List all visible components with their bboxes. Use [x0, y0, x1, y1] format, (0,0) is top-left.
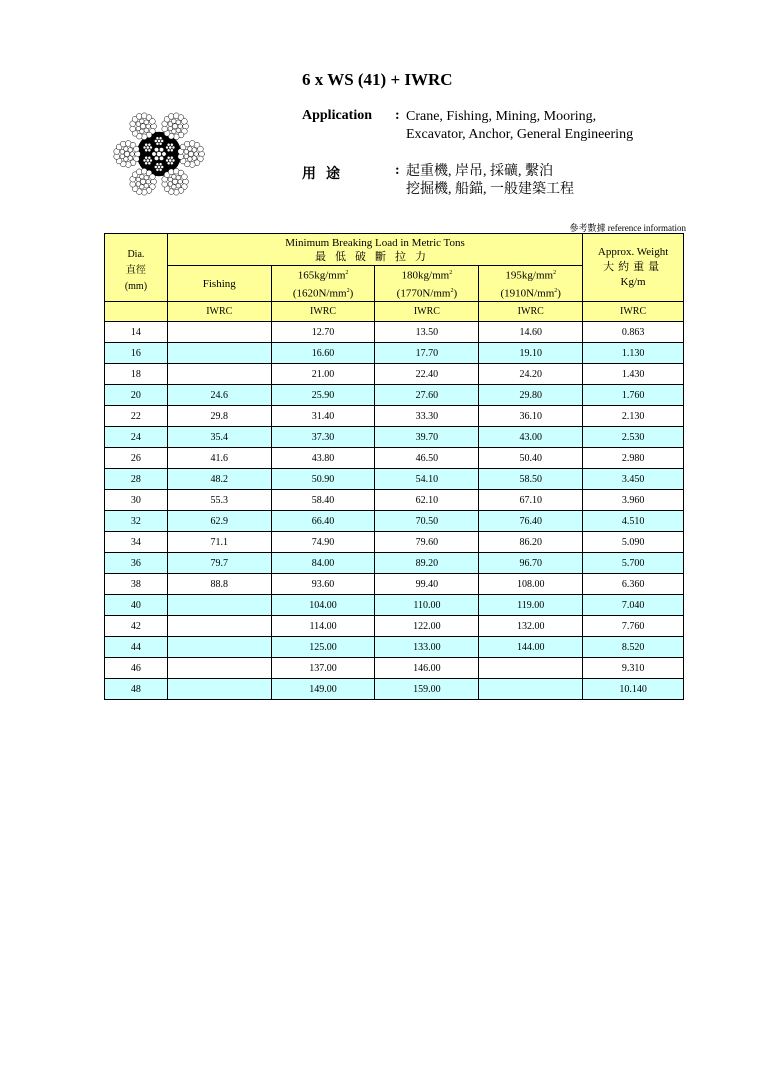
cell-fishing: 62.9 — [167, 511, 271, 532]
mbl-header-cn: 最低破斷拉力 — [315, 250, 435, 263]
cell-g180: 133.00 — [375, 637, 479, 658]
cell-g195: 132.00 — [479, 616, 583, 637]
cell-g180: 54.10 — [375, 469, 479, 490]
table-row — [105, 364, 684, 385]
table-row — [105, 469, 684, 490]
core-label-weight: IWRC — [583, 302, 684, 322]
cell-weight: 10.140 — [583, 679, 684, 700]
cell-g195: 119.00 — [479, 595, 583, 616]
cell-dia: 38 — [105, 574, 168, 595]
cell-g195: 50.40 — [479, 448, 583, 469]
grade-165-line2: (1620N/mm — [292, 287, 347, 300]
application-label: Application — [302, 108, 373, 123]
cell-dia: 32 — [105, 511, 168, 532]
cell-fishing: 71.1 — [167, 532, 271, 553]
table-row — [105, 616, 684, 637]
grade-180-line2: (1770N/mm — [396, 287, 451, 300]
cell-fishing — [167, 658, 271, 679]
table-row — [105, 532, 684, 553]
cell-fishing — [167, 637, 271, 658]
cell-g195: 108.00 — [479, 574, 583, 595]
core-label-fishing: IWRC — [167, 302, 271, 322]
grade-165-header: $165kg/mm^2$ $(1620N/mm^2)$ — [271, 266, 375, 302]
cell-dia: 18 — [105, 364, 168, 385]
cell-dia: 28 — [105, 469, 168, 490]
cell-g165: 43.80 — [271, 448, 375, 469]
grade-180-header: $180kg/mm^2$ $(1770N/mm^2)$ — [375, 266, 479, 302]
core-label-165: IWRC — [271, 302, 375, 322]
table-row — [105, 679, 684, 700]
cell-g165: 58.40 — [271, 490, 375, 511]
grade-180-close: ) — [453, 287, 458, 300]
cell-g165: 25.90 — [271, 385, 375, 406]
weight-header — [583, 234, 684, 302]
cell-g195: 76.40 — [479, 511, 583, 532]
cell-weight: 0.863 — [583, 322, 684, 343]
core-label-180: IWRC — [375, 302, 479, 322]
cell-weight: 1.760 — [583, 385, 684, 406]
cell-g180: 39.70 — [375, 427, 479, 448]
cell-dia: 30 — [105, 490, 168, 511]
cell-dia: 24 — [105, 427, 168, 448]
cell-weight: 3.960 — [583, 490, 684, 511]
cell-fishing: 41.6 — [167, 448, 271, 469]
application-text — [406, 108, 633, 144]
cell-g195: 14.60 — [479, 322, 583, 343]
table-row — [105, 637, 684, 658]
cell-fishing — [167, 679, 271, 700]
cell-g195 — [479, 658, 583, 679]
core-label-195: IWRC — [479, 302, 583, 322]
cell-g195: 144.00 — [479, 637, 583, 658]
cell-g165: 66.40 — [271, 511, 375, 532]
cell-g165: 104.00 — [271, 595, 375, 616]
cell-g180: 99.40 — [375, 574, 479, 595]
dia-header-en: Dia. — [127, 248, 145, 260]
cell-g180: 17.70 — [375, 343, 479, 364]
use-line-2: 挖掘機, 船錨, 一般建築工程 — [406, 182, 574, 197]
fishing-header: Fishing — [167, 266, 271, 302]
cell-dia: 20 — [105, 385, 168, 406]
table-row — [105, 553, 684, 574]
cell-g165: 74.90 — [271, 532, 375, 553]
cell-fishing: 24.6 — [167, 385, 271, 406]
table-row — [105, 595, 684, 616]
application-colon: : — [395, 108, 400, 123]
cell-weight: 1.430 — [583, 364, 684, 385]
cell-dia: 16 — [105, 343, 168, 364]
cell-dia: 46 — [105, 658, 168, 679]
table-row — [105, 343, 684, 364]
cell-g165: 37.30 — [271, 427, 375, 448]
cell-dia: 42 — [105, 616, 168, 637]
cell-fishing — [167, 343, 271, 364]
cell-g195: 29.80 — [479, 385, 583, 406]
cell-g195: 67.10 — [479, 490, 583, 511]
cell-g180: 46.50 — [375, 448, 479, 469]
cell-g195: 86.20 — [479, 532, 583, 553]
application-line-1: Crane, Fishing, Mining, Mooring, — [406, 109, 597, 124]
weight-header-cn: 大約重量 — [603, 261, 664, 274]
core-blank — [105, 302, 168, 322]
cell-fishing: 79.7 — [167, 553, 271, 574]
cell-weight: 7.760 — [583, 616, 684, 637]
mbl-header — [167, 234, 582, 266]
use-label: 用途 — [302, 167, 350, 182]
reference-note: 參考數據 reference information — [569, 223, 686, 233]
cell-g180: 62.10 — [375, 490, 479, 511]
mbl-header-en: Minimum Breaking Load in Metric Tons — [285, 236, 465, 249]
table-row — [105, 490, 684, 511]
cell-g180: 33.30 — [375, 406, 479, 427]
cell-g180: 70.50 — [375, 511, 479, 532]
cell-weight: 2.530 — [583, 427, 684, 448]
cell-weight: 4.510 — [583, 511, 684, 532]
cell-dia: 34 — [105, 532, 168, 553]
cell-weight: 9.310 — [583, 658, 684, 679]
spec-table — [104, 233, 684, 700]
cell-fishing: 48.2 — [167, 469, 271, 490]
wire-rope-cross-section-icon — [108, 103, 210, 205]
cell-g195: 96.70 — [479, 553, 583, 574]
grade-195-line2: (1910N/mm — [500, 287, 555, 300]
cell-fishing: 29.8 — [167, 406, 271, 427]
use-line-1: 起重機, 岸吊, 採礦, 繫泊 — [406, 164, 553, 179]
cell-g180: 89.20 — [375, 553, 479, 574]
cell-weight: 2.980 — [583, 448, 684, 469]
cell-dia: 22 — [105, 406, 168, 427]
weight-header-en: Approx. Weight — [597, 246, 669, 259]
grade-165-line1: 165kg/mm — [297, 269, 346, 282]
cell-fishing — [167, 616, 271, 637]
cell-weight: 5.700 — [583, 553, 684, 574]
cell-g165: 137.00 — [271, 658, 375, 679]
cell-g165: 12.70 — [271, 322, 375, 343]
cell-g180: 22.40 — [375, 364, 479, 385]
table-row — [105, 448, 684, 469]
cell-g195: 43.00 — [479, 427, 583, 448]
cell-g195: 24.20 — [479, 364, 583, 385]
cell-g195: 58.50 — [479, 469, 583, 490]
cell-g180: 159.00 — [375, 679, 479, 700]
cell-fishing: 55.3 — [167, 490, 271, 511]
cell-weight: 3.450 — [583, 469, 684, 490]
cell-g165: 125.00 — [271, 637, 375, 658]
cell-weight: 5.090 — [583, 532, 684, 553]
table-row — [105, 406, 684, 427]
cell-g165: 21.00 — [271, 364, 375, 385]
cell-fishing: 35.4 — [167, 427, 271, 448]
cell-g180: 27.60 — [375, 385, 479, 406]
cell-fishing — [167, 322, 271, 343]
cell-g180: 13.50 — [375, 322, 479, 343]
grade-195-close: ) — [557, 287, 561, 300]
table-row — [105, 658, 684, 679]
cell-g195 — [479, 679, 583, 700]
use-text — [406, 163, 574, 199]
dia-header-unit: (mm) — [124, 280, 148, 292]
table-row — [105, 322, 684, 343]
cell-g180: 146.00 — [375, 658, 479, 679]
cell-weight: 1.130 — [583, 343, 684, 364]
cell-fishing: 88.8 — [167, 574, 271, 595]
cell-g165: 50.90 — [271, 469, 375, 490]
weight-header-unit: Kg/m — [620, 276, 646, 289]
cell-g180: 122.00 — [375, 616, 479, 637]
table-row — [105, 511, 684, 532]
cell-g180: 110.00 — [375, 595, 479, 616]
dia-header-cn: 直徑 — [125, 264, 146, 276]
page-title: 6 x WS (41) + IWRC — [302, 70, 453, 89]
cell-dia: 14 — [105, 322, 168, 343]
cell-weight: 8.520 — [583, 637, 684, 658]
cell-dia: 40 — [105, 595, 168, 616]
grade-195-header: $195kg/mm^2$ $(1910N/mm^2)$ — [479, 266, 583, 302]
cell-dia: 36 — [105, 553, 168, 574]
table-row — [105, 574, 684, 595]
use-colon: : — [395, 163, 400, 178]
cell-g165: 16.60 — [271, 343, 375, 364]
cell-fishing — [167, 364, 271, 385]
cell-g180: 79.60 — [375, 532, 479, 553]
cell-g195: 36.10 — [479, 406, 583, 427]
grade-165-close: ) — [349, 287, 354, 300]
cell-g195: 19.10 — [479, 343, 583, 364]
cell-g165: 149.00 — [271, 679, 375, 700]
cell-dia: 26 — [105, 448, 168, 469]
table-row — [105, 385, 684, 406]
cell-dia: 48 — [105, 679, 168, 700]
cell-weight: 7.040 — [583, 595, 684, 616]
cell-dia: 44 — [105, 637, 168, 658]
cell-g165: 93.60 — [271, 574, 375, 595]
dia-header — [105, 234, 168, 302]
table-row — [105, 427, 684, 448]
grade-195-line1: 195kg/mm — [505, 269, 554, 282]
cell-g165: 84.00 — [271, 553, 375, 574]
cell-g165: 114.00 — [271, 616, 375, 637]
cell-weight: 2.130 — [583, 406, 684, 427]
grade-180-line1: 180kg/mm — [401, 269, 450, 282]
application-line-2: Excavator, Anchor, General Engineering — [406, 127, 634, 142]
cell-weight: 6.360 — [583, 574, 684, 595]
cell-g165: 31.40 — [271, 406, 375, 427]
cell-fishing — [167, 595, 271, 616]
